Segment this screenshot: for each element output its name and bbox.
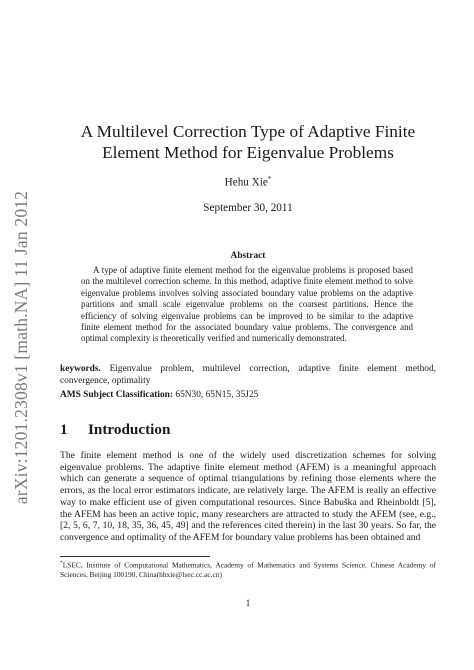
ams-codes: 65N30, 65N15, 35J25 [175,390,259,400]
paper-date: September 30, 2011 [203,202,293,214]
ams-classification [60,390,436,400]
ams-label: AMS Subject Classification: [60,390,174,400]
author-name: Hehu Xie [224,176,268,189]
footnote-rule [60,556,210,557]
footnote [60,559,436,579]
author-line [60,175,436,189]
intro-paragraph: The finite element method is one of the widely used discretization schemes for solving eigenvalue problems. The adaptive finite element method (AFEM) is a meaningful approach which can generate a sequence of optimal triangulations by refining those elements where the errors, as the local error estimators indicate, are relatively large. The AFEM is really an effective way to make efficient use of given computational resources. Since Babuška and Rheinboldt [5], the AFEM has been an active topic, many researchers are attracted to study the AFEM (see, e.g., [2, 5, 6, 7, 10, 18, 35, 36, 45, 49] and the references cited therein) in the last 30 years. So far, the convergence and optimality of the AFEM for boundary value problems has been obtained and [60,450,436,543]
footnote-text: LSEC, Institute of Computational Mathematics, Academy of Mathematics and Systems Science, Chinese Academy of Sciences, Beijing 100190, China(hhxie@lsec.cc.ac.cn) [60,560,436,579]
author-footnote-mark: * [267,175,272,183]
section-title: Introduction [88,421,171,438]
page-number: 1 [245,599,251,609]
paper-title: A Multilevel Correction Type of Adaptive Finite Element Method for Eigenvalue Problems [80,122,416,162]
abstract-heading: Abstract [230,251,266,261]
section-heading [60,421,170,439]
footnote-mark: * [60,560,63,566]
keywords-label: keywords. [60,364,101,374]
arxiv-stamp [4,185,40,510]
arxiv-identifier: arXiv:1201.2308v1 [math.NA] 11 Jan 2012 [11,190,32,505]
keywords-text: Eigenvalue problem, multilevel correction, adaptive finite element method, convergence, optimality [60,364,436,386]
section-number: 1 [60,421,68,438]
abstract-body: A type of adaptive finite element method for the eigenvalue problems is proposed based on the multilevel correction scheme. In this method, adaptive finite element method to solve eigenvalue problems involves solving associated boundary value problems on the adaptive partitions and small scale eigenvalue problems on the coarsest partitions. Hence the efficiency of solving eigenvalue problems can be improved to be similar to the adaptive finite element method for the associated boundary value problems. The convergence and optimal complexity is theoretically verified and numerically demonstrated. [81,265,413,344]
keywords-block [60,364,436,387]
